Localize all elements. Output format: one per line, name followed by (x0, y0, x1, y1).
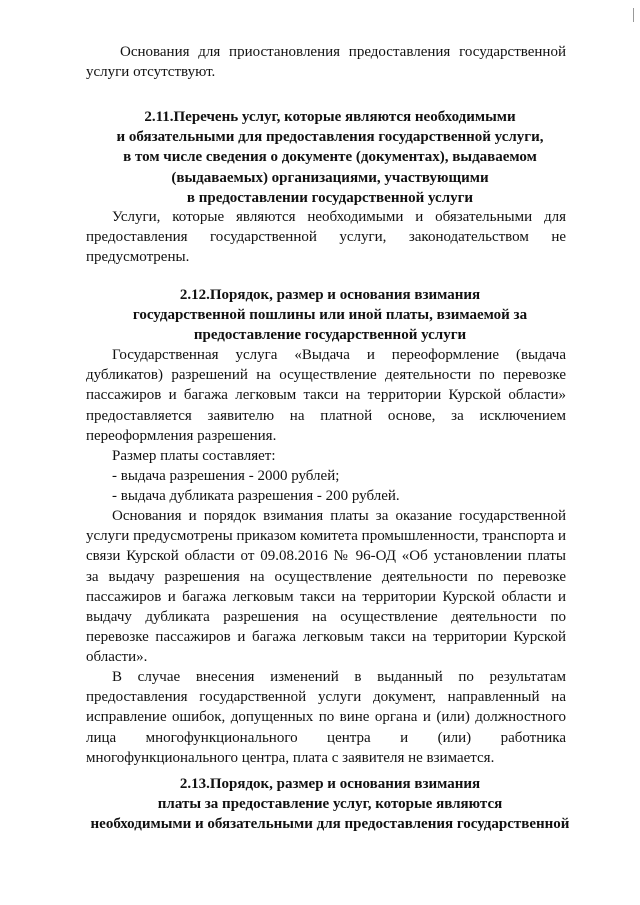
text-line: услуги предусмотрены приказом комитета промышленности, транспорта и (86, 528, 566, 545)
section-2-11-heading (60, 107, 600, 208)
text-line: Основания для приостановления предоставления государственной (120, 44, 566, 60)
text-line: пассажиров и багажа легковым такси на территории Курской области и (86, 588, 566, 605)
heading-line: в предоставлении государственной услуги (186, 189, 474, 206)
text-line: связи Курской области от 09.08.2016 № 96-ОД «Об установлении платы (86, 548, 566, 565)
section-2-12-paragraph-2 (86, 506, 566, 668)
text-line: предоставления государственной услуги, законодательством не (86, 229, 566, 246)
text-line: за выдачу разрешения на осуществление деятельности по перевозке (86, 568, 566, 585)
heading-line: платы за предоставление услуг, которые являются (157, 796, 503, 813)
section-2-11-paragraph (86, 207, 566, 268)
heading-line: 2.12.Порядок, размер и основания взимания (179, 287, 481, 303)
fee-intro: Размер платы составляет: (112, 448, 276, 464)
text-line: перевозке пассажиров и багажа легковым такси на территории Курской (86, 629, 566, 646)
text-line: услуги отсутствуют. (86, 64, 216, 81)
text-line: предоставления государственной услуги документ, направленный на (86, 689, 566, 706)
text-line: В случае внесения изменений в выданный по результатам (112, 669, 566, 685)
text-line: предоставляется заявителю на платной основе, за исключением (86, 407, 566, 424)
section-2-12-paragraph-1 (86, 345, 566, 446)
heading-line: необходимыми и обязательными для предоставления государственной (90, 816, 570, 833)
heading-line: государственной пошлины или иной платы, взимаемой за (132, 307, 528, 324)
heading-line: в том числе сведения о документе (документах), выдаваемом (123, 149, 537, 166)
text-line: Услуги, которые являются необходимыми и обязательными для (112, 209, 566, 225)
fee-item: - выдача дубликата разрешения - 200 рублей. (112, 488, 400, 505)
text-line: выдачу дубликата разрешения на осуществление деятельности по (86, 609, 566, 626)
heading-line: 2.13.Порядок, размер и основания взимания (179, 776, 481, 792)
text-line: предусмотрены. (86, 249, 190, 266)
text-line: Государственная услуга «Выдача и переоформление (выдача (112, 347, 566, 363)
heading-line: 2.11.Перечень услуг, которые являются необходимыми (144, 109, 516, 125)
section-2-12-heading (60, 285, 600, 346)
text-line: дубликатов) разрешений на осуществление деятельности по перевозке (86, 367, 566, 384)
heading-line: предоставление государственной услуги (193, 327, 467, 344)
text-line: переоформления разрешения. (86, 427, 277, 444)
heading-line: (выдаваемых) организациями, участвующими (171, 169, 489, 186)
fee-item: - выдача разрешения - 2000 рублей; (112, 468, 340, 485)
fee-list (86, 446, 566, 507)
text-line: многофункционального центра, плата с заявителя не взимается. (86, 749, 495, 766)
intro-paragraph (86, 42, 566, 82)
section-2-13-heading (60, 774, 600, 835)
text-line: лица многофункционального центра и (или) работника (86, 729, 566, 746)
text-line: области». (86, 649, 148, 666)
text-line: Основания и порядок взимания платы за оказание государственной (112, 508, 566, 524)
heading-line: и обязательными для предоставления государственной услуги, (116, 129, 544, 146)
page-edge-mark (633, 8, 634, 22)
text-line: пассажиров и багажа легковым такси на территории Курской области» (86, 387, 566, 404)
section-2-12-paragraph-3 (86, 667, 566, 768)
text-line: исправление ошибок, допущенных по вине органа и (или) должностного (86, 709, 566, 726)
